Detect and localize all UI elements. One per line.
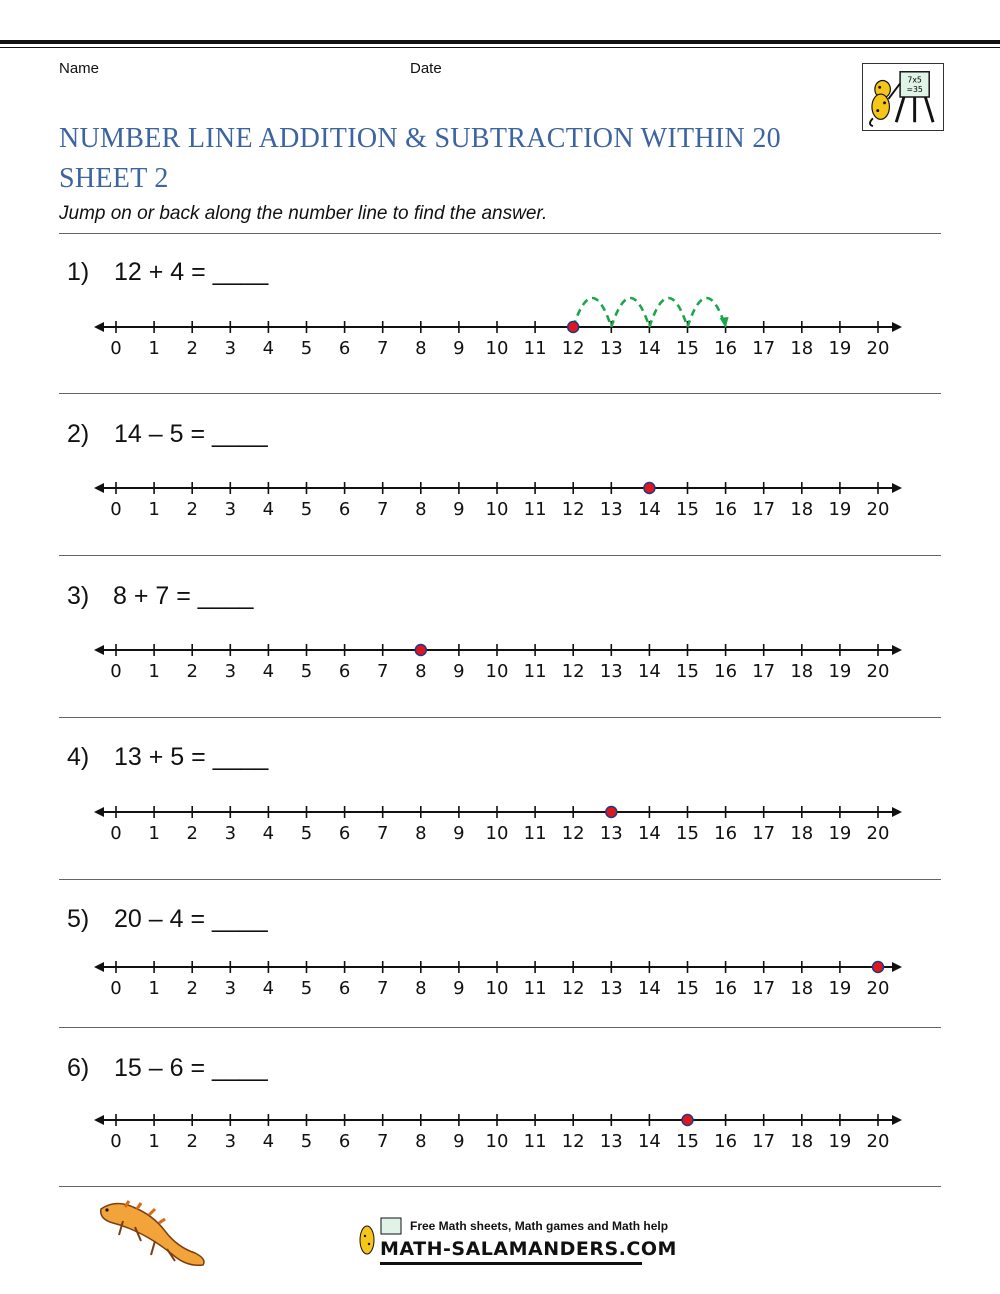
- tick-label: 16: [714, 661, 738, 682]
- tick-label: 1: [148, 338, 160, 359]
- problem-number: 1): [67, 258, 90, 286]
- salamander-icon: [95, 1197, 210, 1269]
- tick-label: 3: [224, 661, 237, 682]
- tick-label: 4: [262, 823, 275, 844]
- tick-label: 2: [186, 978, 198, 999]
- tick-label: 5: [300, 1131, 313, 1152]
- jump-arc: [688, 298, 726, 327]
- tick-label: 14: [637, 499, 661, 520]
- arrow-right-icon: [892, 1115, 902, 1125]
- tick-label: 6: [338, 978, 351, 999]
- tick-label: 11: [523, 499, 547, 520]
- arrow-right-icon: [892, 322, 902, 332]
- tick-label: 5: [300, 499, 313, 520]
- tick-label: 6: [338, 661, 351, 682]
- tick-label: 15: [676, 823, 699, 844]
- tick-label: 18: [790, 661, 814, 682]
- jump-arc: [573, 298, 611, 327]
- tick-label: 1: [148, 1131, 160, 1152]
- tick-label: 12: [561, 1131, 585, 1152]
- tick-label: 16: [714, 823, 738, 844]
- problem-expression: 14 – 5 = ____: [114, 420, 268, 448]
- tick-label: 10: [485, 338, 509, 359]
- tick-label: 7: [376, 823, 389, 844]
- tick-label: 19: [828, 978, 852, 999]
- tick-label: 18: [790, 823, 814, 844]
- arrow-right-icon: [892, 807, 902, 817]
- number-line: [90, 623, 910, 683]
- tick-label: 9: [453, 1131, 465, 1152]
- start-point-marker: [682, 1115, 693, 1126]
- problem-expression: 20 – 4 = ____: [114, 905, 268, 933]
- tick-label: 20: [866, 823, 890, 844]
- tick-label: 15: [676, 338, 699, 359]
- divider: [59, 393, 941, 394]
- jump-arc: [611, 298, 649, 327]
- problem-expression: 8 + 7 = ____: [113, 582, 254, 610]
- top-border-thick: [0, 40, 1000, 44]
- tick-label: 2: [186, 1131, 198, 1152]
- tick-label: 11: [523, 823, 547, 844]
- tick-label: 1: [148, 661, 160, 682]
- tick-label: 3: [224, 338, 237, 359]
- tick-label: 19: [828, 499, 852, 520]
- tick-label: 13: [599, 338, 623, 359]
- tick-label: 9: [453, 338, 465, 359]
- footer-tagline: Free Math sheets, Math games and Math help: [410, 1219, 669, 1233]
- tick-label: 12: [561, 978, 585, 999]
- tick-label: 10: [485, 978, 509, 999]
- arrow-left-icon: [94, 1115, 104, 1125]
- tick-label: 17: [752, 661, 776, 682]
- tick-label: 8: [415, 978, 427, 999]
- divider: [59, 555, 941, 556]
- tick-label: 0: [110, 661, 122, 682]
- tick-label: 16: [714, 499, 738, 520]
- tick-label: 10: [485, 661, 509, 682]
- tick-label: 6: [338, 338, 351, 359]
- tick-label: 9: [453, 823, 465, 844]
- divider: [59, 717, 941, 718]
- tick-label: 6: [338, 1131, 351, 1152]
- problem-expression: 15 – 6 = ____: [114, 1054, 268, 1082]
- tick-label: 2: [186, 661, 198, 682]
- tick-label: 7: [376, 1131, 389, 1152]
- divider: [59, 233, 941, 234]
- tick-label: 13: [599, 661, 623, 682]
- tick-label: 7: [376, 978, 389, 999]
- number-line: [90, 461, 910, 521]
- number-line: [90, 1093, 910, 1153]
- tick-label: 18: [790, 1131, 814, 1152]
- tick-label: 10: [485, 1131, 509, 1152]
- start-point-marker: [606, 807, 617, 818]
- tick-label: 11: [523, 338, 547, 359]
- tick-label: 12: [561, 499, 585, 520]
- tick-label: 16: [714, 338, 738, 359]
- tick-label: 14: [637, 661, 661, 682]
- tick-label: 11: [523, 661, 547, 682]
- tick-label: 18: [790, 978, 814, 999]
- tick-label: 17: [752, 1131, 776, 1152]
- tick-label: 19: [828, 661, 852, 682]
- tick-label: 0: [110, 978, 122, 999]
- instructions: Jump on or back along the number line to find the answer.: [59, 203, 548, 224]
- tick-label: 4: [262, 661, 275, 682]
- tick-label: 9: [453, 661, 465, 682]
- tick-label: 11: [523, 978, 547, 999]
- tick-label: 20: [866, 661, 890, 682]
- tick-label: 13: [599, 823, 623, 844]
- arrow-right-icon: [892, 483, 902, 493]
- worksheet-title: NUMBER LINE ADDITION & SUBTRACTION WITHIN 20: [59, 123, 781, 154]
- tick-label: 8: [415, 499, 427, 520]
- tick-label: 10: [485, 499, 509, 520]
- arrow-left-icon: [94, 645, 104, 655]
- worksheet-subtitle: SHEET 2: [59, 163, 169, 194]
- svg-text:=35: =35: [906, 85, 923, 95]
- tick-label: 4: [262, 1131, 275, 1152]
- tick-label: 2: [186, 499, 198, 520]
- tick-label: 15: [676, 499, 699, 520]
- tick-label: 19: [828, 1131, 852, 1152]
- tick-label: 5: [300, 823, 313, 844]
- tick-label: 5: [300, 338, 313, 359]
- top-border-thin: [0, 47, 1000, 48]
- problem-number: 6): [67, 1054, 90, 1082]
- divider: [59, 879, 941, 880]
- arrow-right-icon: [892, 645, 902, 655]
- tick-label: 8: [415, 338, 427, 359]
- tick-label: 5: [300, 978, 313, 999]
- tick-label: 13: [599, 1131, 623, 1152]
- tick-label: 5: [300, 661, 313, 682]
- tick-label: 0: [110, 338, 122, 359]
- tick-label: 9: [453, 978, 465, 999]
- tick-label: 15: [676, 978, 699, 999]
- tick-label: 13: [599, 978, 623, 999]
- tick-label: 11: [523, 1131, 547, 1152]
- tick-label: 10: [485, 823, 509, 844]
- arrow-left-icon: [94, 962, 104, 972]
- tick-label: 8: [415, 661, 427, 682]
- tick-label: 16: [714, 1131, 738, 1152]
- tick-label: 0: [110, 1131, 122, 1152]
- tick-label: 12: [561, 823, 585, 844]
- name-label: Name: [59, 60, 100, 77]
- tick-label: 20: [866, 499, 890, 520]
- footer-brand: MATH-SALAMANDERS.COM: [380, 1238, 677, 1260]
- tick-label: 3: [224, 499, 237, 520]
- start-point-marker: [644, 483, 655, 494]
- start-point-marker: [873, 962, 884, 973]
- jump-arc: [649, 298, 687, 327]
- tick-label: 14: [637, 978, 661, 999]
- tick-label: 4: [262, 338, 275, 359]
- start-point-marker: [568, 322, 579, 333]
- tick-label: 14: [637, 1131, 661, 1152]
- tick-label: 17: [752, 338, 776, 359]
- tick-label: 19: [828, 823, 852, 844]
- tick-label: 19: [828, 338, 852, 359]
- tick-label: 9: [453, 499, 465, 520]
- tick-label: 14: [637, 338, 661, 359]
- tick-label: 17: [752, 823, 776, 844]
- tick-label: 2: [186, 823, 198, 844]
- tick-label: 0: [110, 823, 122, 844]
- problem-expression: 12 + 4 = ____: [114, 258, 269, 286]
- tick-label: 7: [376, 338, 389, 359]
- footer-brand-underline: [380, 1262, 642, 1265]
- tick-label: 18: [790, 499, 814, 520]
- tick-label: 16: [714, 978, 738, 999]
- tick-label: 20: [866, 1131, 890, 1152]
- tick-label: 6: [338, 499, 351, 520]
- arrow-left-icon: [94, 807, 104, 817]
- tick-label: 7: [376, 661, 389, 682]
- svg-text:7x5: 7x5: [907, 75, 922, 85]
- problem-number: 4): [67, 743, 90, 771]
- tick-label: 8: [415, 823, 427, 844]
- tick-label: 1: [148, 823, 160, 844]
- tick-label: 3: [224, 1131, 237, 1152]
- tick-label: 17: [752, 499, 776, 520]
- tick-label: 20: [866, 978, 890, 999]
- tick-label: 3: [224, 978, 237, 999]
- tick-label: 8: [415, 1131, 427, 1152]
- arrow-left-icon: [94, 483, 104, 493]
- tick-label: 15: [676, 661, 699, 682]
- tick-label: 7: [376, 499, 389, 520]
- arrow-left-icon: [94, 322, 104, 332]
- tick-label: 6: [338, 823, 351, 844]
- problem-expression: 13 + 5 = ____: [114, 743, 269, 771]
- tick-label: 12: [561, 338, 585, 359]
- tick-label: 15: [676, 1131, 699, 1152]
- date-label: Date: [410, 60, 442, 77]
- divider: [59, 1027, 941, 1028]
- number-line: [90, 300, 910, 360]
- salamander-teacher-icon: [863, 64, 943, 130]
- arrow-right-icon: [892, 962, 902, 972]
- tick-label: 13: [599, 499, 623, 520]
- problem-number: 5): [67, 905, 90, 933]
- number-line: [90, 940, 910, 1000]
- salamander-teacher-logo: [862, 63, 944, 131]
- tick-label: 4: [262, 978, 275, 999]
- problem-number: 2): [67, 420, 90, 448]
- number-line: [90, 785, 910, 845]
- divider: [59, 1186, 941, 1187]
- tick-label: 3: [224, 823, 237, 844]
- tick-label: 12: [561, 661, 585, 682]
- tick-label: 17: [752, 978, 776, 999]
- tick-label: 2: [186, 338, 198, 359]
- tick-label: 14: [637, 823, 661, 844]
- tick-label: 20: [866, 338, 890, 359]
- tick-label: 4: [262, 499, 275, 520]
- tick-label: 0: [110, 499, 122, 520]
- tick-label: 18: [790, 338, 814, 359]
- problem-number: 3): [67, 582, 90, 610]
- tick-label: 1: [148, 499, 160, 520]
- tick-label: 1: [148, 978, 160, 999]
- start-point-marker: [415, 645, 426, 656]
